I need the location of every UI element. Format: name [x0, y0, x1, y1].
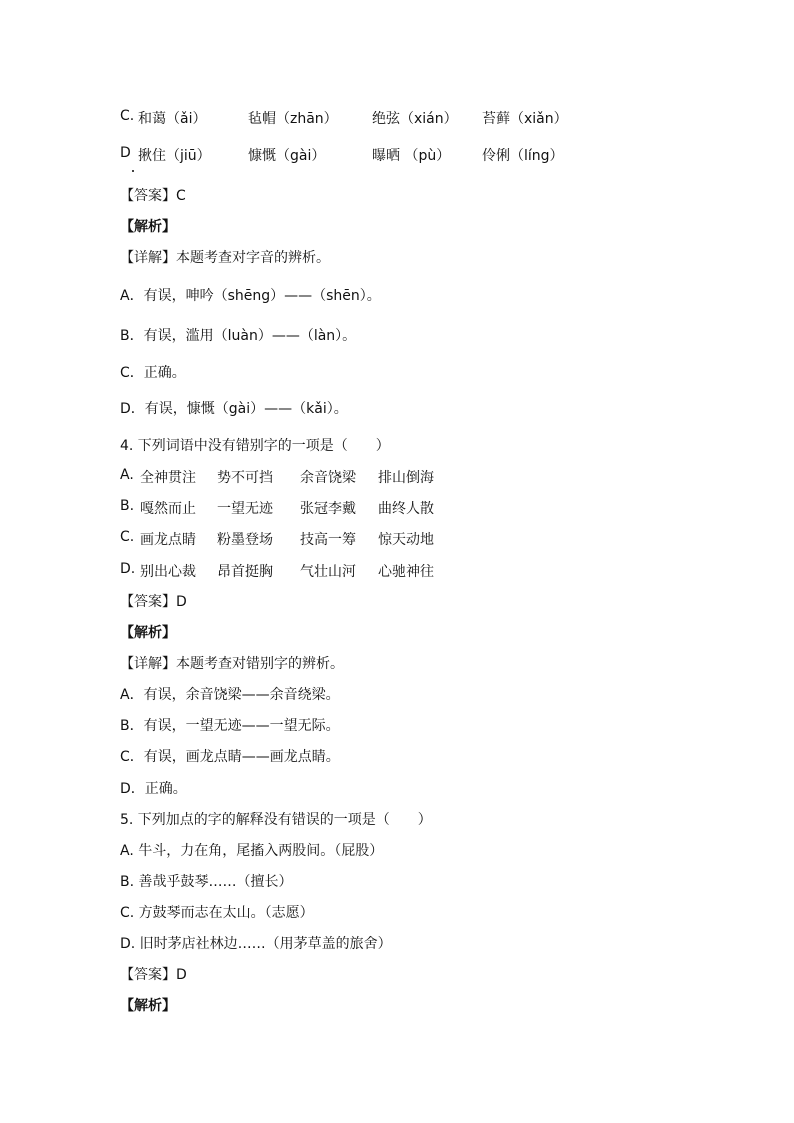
q3-detail: 【详解】本题考查对字音的辨析。 [120, 250, 330, 266]
option-word: 慷慨（gài） [248, 148, 326, 164]
q3-option-d [120, 145, 680, 165]
option-word: 余音饶梁 [300, 470, 356, 486]
q4-explanation-b: B．有误，一望无迹——一望无际。 [120, 718, 340, 734]
option-label: D. [120, 561, 136, 577]
q3-explanation-d: D．有误，慷慨（gài）——（kǎi）。 [120, 401, 348, 417]
option-label: B. [120, 498, 135, 514]
option-word: 别出心裁 [140, 564, 196, 580]
q4-stem: 4. 下列词语中没有错别字的一项是（ ） [120, 438, 390, 454]
q3-explanation-b: B．有误，滥用（luàn）——（làn）。 [120, 328, 357, 344]
q4-explanation-c: C．有误，画龙点睛——画龙点睛。 [120, 749, 340, 765]
option-label: A. [120, 467, 134, 483]
option-word: 苔藓（xiǎn） [482, 111, 568, 127]
option-word: 气壮山河 [300, 564, 356, 580]
q5-stem: 5. 下列加点的字的解释没有错误的一项是（ ） [120, 812, 432, 828]
option-word: 技高一筹 [300, 532, 356, 548]
q5-option-a: A. 牛斗，力在角，尾搐入两股间。（屁股） [120, 843, 384, 859]
option-word: 排山倒海 [378, 470, 434, 486]
option-word: 昂首挺胸 [217, 564, 273, 580]
option-word: 曝晒 （pù） [372, 148, 451, 164]
q4-option-a [120, 467, 680, 487]
option-word: 毡帽（zhān） [248, 111, 338, 127]
q5-analysis-heading: 【解析】 [120, 998, 176, 1014]
q4-answer: 【答案】D [120, 594, 187, 610]
option-word: 一望无迹 [217, 501, 273, 517]
option-label: C. [120, 529, 135, 545]
q4-option-c [120, 529, 680, 549]
option-label: C. [120, 108, 135, 124]
q3-analysis-heading: 【解析】 [120, 219, 176, 235]
option-word: 和蔼（ǎi） [138, 111, 207, 127]
q5-option-b: B. 善哉乎鼓琴……（擅长） [120, 874, 293, 890]
q4-option-d [120, 561, 680, 581]
q3-explanation-c: C．正确。 [120, 365, 186, 381]
option-word: 全神贯注 [140, 470, 196, 486]
q4-explanation-d: D．正确。 [120, 781, 187, 797]
q3-option-c [120, 108, 680, 128]
option-word: 伶俐（líng） [482, 148, 564, 164]
option-word: 惊天动地 [378, 532, 434, 548]
option-word: 画龙点睛 [140, 532, 196, 548]
option-word: 嘎然而止 [140, 501, 196, 517]
q5-option-d: D. 旧时茅店社林边……（用茅草盖的旅舍） [120, 936, 392, 952]
option-word: 势不可挡 [217, 470, 273, 486]
option-word: 心驰神往 [378, 564, 434, 580]
q4-analysis-heading: 【解析】 [120, 625, 176, 641]
option-word: 揪住（jiū） [138, 148, 211, 164]
q5-option-c: C. 方鼓琴而志在太山。（志愿） [120, 905, 314, 921]
option-word: 曲终人散 [378, 501, 434, 517]
q3-explanation-a: A．有误，呻吟（shēng）——（shēn）。 [120, 288, 381, 304]
q4-detail: 【详解】本题考查对错别字的辨析。 [120, 656, 344, 672]
q5-answer: 【答案】D [120, 967, 187, 983]
q4-option-b [120, 498, 680, 518]
q4-explanation-a: A．有误，余音饶梁——余音绕梁。 [120, 687, 340, 703]
q3-answer: 【答案】C [120, 188, 186, 204]
option-word: 张冠李戴 [300, 501, 356, 517]
emphasis-dot [132, 170, 134, 172]
option-label: D [120, 145, 131, 161]
option-word: 粉墨登场 [217, 532, 273, 548]
option-word: 绝弦（xián） [372, 111, 458, 127]
